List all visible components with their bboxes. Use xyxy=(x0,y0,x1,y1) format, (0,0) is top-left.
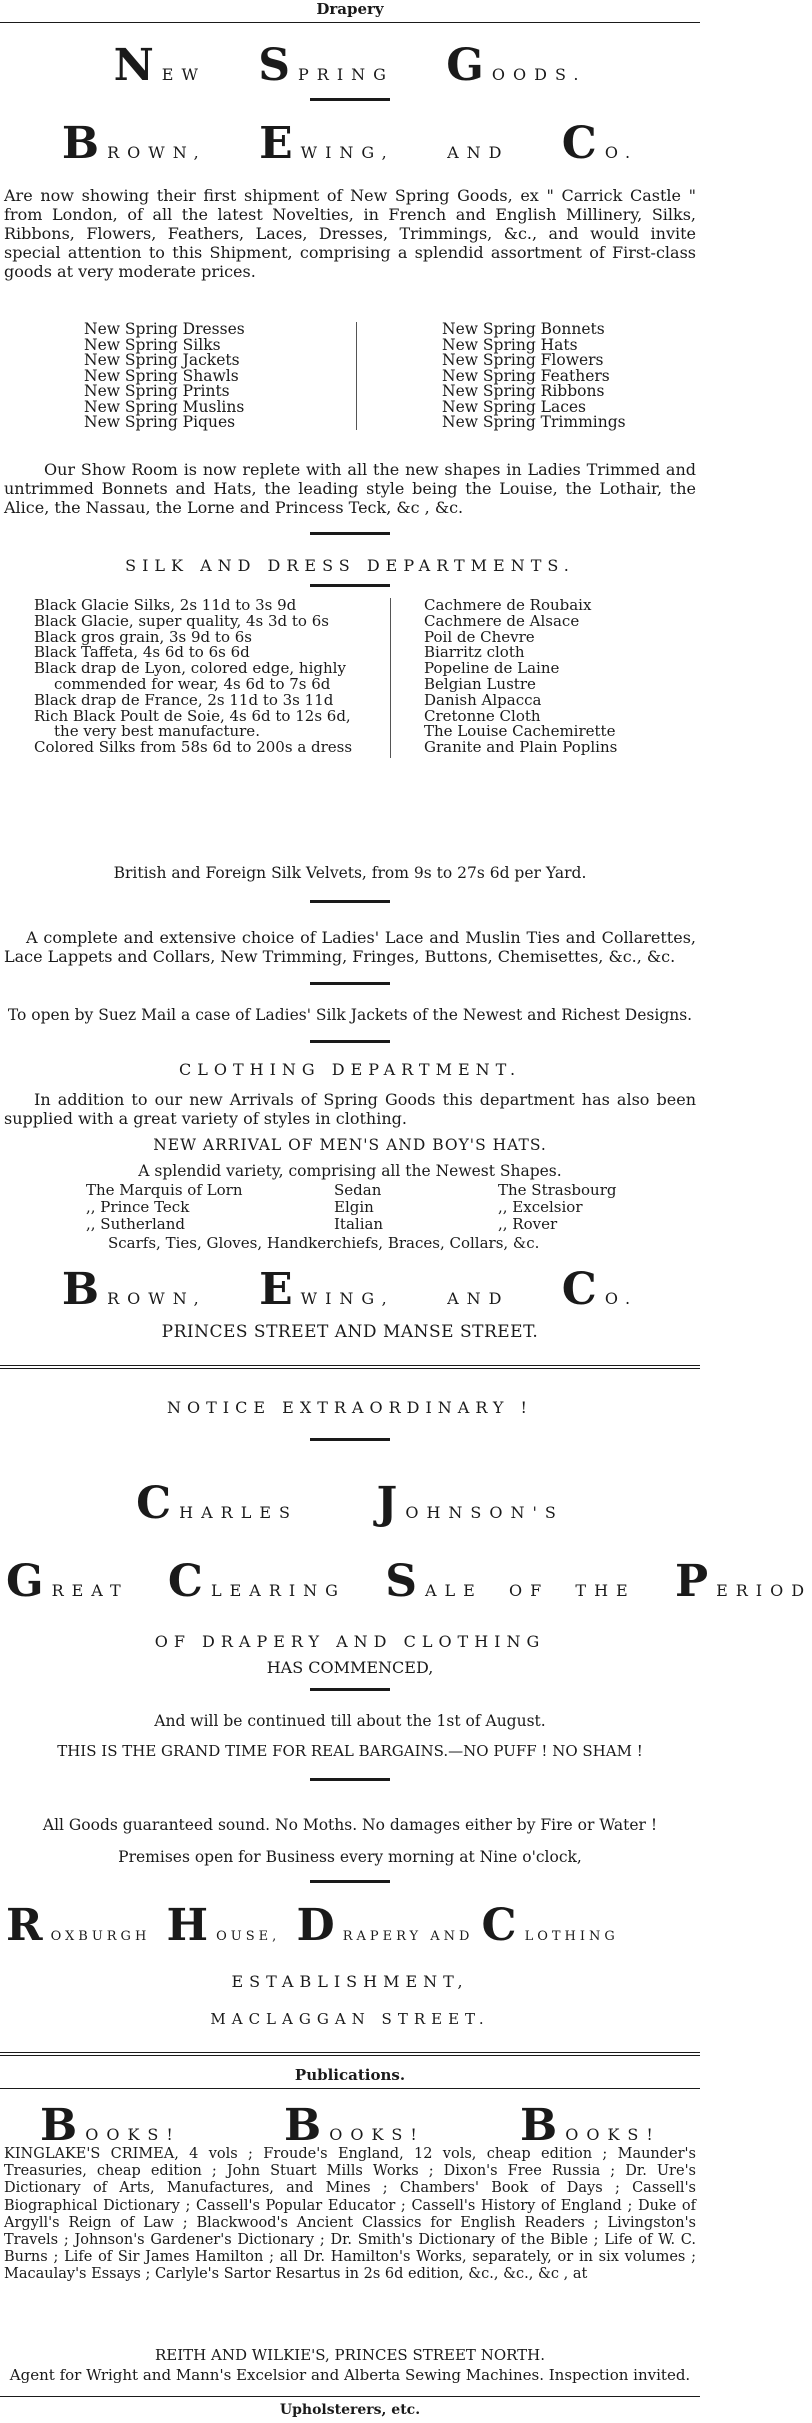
list-item: Poil de Chevre xyxy=(424,627,535,646)
books-tail: OOKS! xyxy=(329,2125,425,2144)
list-item: The Louise Cachemirette xyxy=(424,722,616,741)
divider xyxy=(310,1438,390,1441)
hats-extra: Scarfs, Ties, Gloves, Handkerchiefs, Braces, Collars, &c. xyxy=(108,1234,540,1252)
list-item: New Spring Jackets xyxy=(84,351,240,369)
divider xyxy=(310,1880,390,1883)
roxburgh-house: ROXBURGH HOUSE, DRAPERY AND CLOTHING xyxy=(6,1900,619,1951)
books-1 xyxy=(40,2100,181,2151)
books-cap: B xyxy=(520,2100,566,2151)
continued-line: And will be continued till about the 1st of August. xyxy=(154,1712,546,1730)
section-rule xyxy=(0,2088,700,2089)
divider xyxy=(310,1778,390,1781)
column-separator xyxy=(356,322,357,430)
hats-subheading: A splendid variety, comprising all the Newest Shapes. xyxy=(138,1162,562,1180)
list-item: New Spring Shawls xyxy=(84,366,239,385)
advertiser-name: CHARLES JOHNSON'S xyxy=(136,1478,564,1529)
bookseller: REITH AND WILKIE'S, PRINCES STREET NORTH. xyxy=(154,2346,546,2364)
ad-separator-rule xyxy=(0,1365,700,1366)
guaranteed-line: All Goods guaranteed sound. No Moths. No damages either by Fire or Water ! xyxy=(42,1816,658,1834)
list-item: New Spring Flowers xyxy=(442,351,604,369)
list-item: Black Glacie Silks, 2s 11d to 3s 9d xyxy=(34,596,297,614)
divider xyxy=(310,1040,390,1043)
divider xyxy=(310,1688,390,1691)
divider xyxy=(310,532,390,535)
silk-list-right xyxy=(424,598,617,756)
list-item: commended for wear, 4s 6d to 7s 6d xyxy=(54,674,331,693)
list-item: Sedan xyxy=(334,1181,382,1199)
list-item: Popeline de Laine xyxy=(424,659,560,678)
list-item: Biarritz cloth xyxy=(424,643,525,662)
list-item: Colored Silks from 58s 6d to 200s a dress xyxy=(34,738,353,757)
street-line: MACLAGGAN STREET. xyxy=(210,2010,490,2028)
books-3 xyxy=(520,2100,661,2151)
divider xyxy=(310,98,390,101)
divider xyxy=(310,900,390,903)
list-item: Granite and Plain Poplins xyxy=(424,738,618,757)
drapery-clothing-line: OF DRAPERY AND CLOTHING xyxy=(154,1632,546,1651)
establishment-line: ESTABLISHMENT, xyxy=(231,1972,469,1991)
spring-list-right xyxy=(442,322,626,431)
ad-separator-rule-2 xyxy=(0,1368,700,1369)
section-rule-2 xyxy=(0,2055,700,2056)
list-item: ,, Sutherland xyxy=(86,1215,185,1233)
list-item: Cachmere de Roubaix xyxy=(424,596,592,614)
books-paragraph: KINGLAKE'S CRIMEA, 4 vols ; Froude's England, 12 vols, cheap edition ; Maunder's Treasuries, cheap edition ; John Stuart Mills Works ; Dixon's Free Russia ; Dr. Ure's Dictionary of Arts, Manufactures, and Mines ; Chambers' Book of Days ; Cassell's Biographical Dictionary ; Cassell's Popular Educator ; Cassell's History of England ; Duke of Argyll's Reign of Law ; Blackwood's Ancient Classics for English Readers ; Livingston's Travels ; Johnson's Gardener's Dictionary ; Dr. Smith's Dictionary of the Bible ; Life of W. C. Burns ; Life of Sir James Hamilton ; all Dr. Hamilton's Works, separately, or in six volumes ; Macaulay's Essays ; Carlyle's Sartor Resartus in 2s 6d edition, &c., &c., &c , at xyxy=(4,2146,696,2283)
showroom-paragraph: Our Show Room is now replete with all the new shapes in Ladies Trimmed and untrimmed Bonnets and Hats, the leading style being the Louise, the Lothair, the Alice, the Nassau, the Lorne and Princess Teck, &c , &c. xyxy=(4,460,696,517)
hats-col-3 xyxy=(498,1182,617,1233)
list-item: New Spring Dresses xyxy=(84,320,245,338)
clothing-heading: CLOTHING DEPARTMENT. xyxy=(178,1060,522,1079)
intro-paragraph: Are now showing their first shipment of New Spring Goods, ex " Carrick Castle " from London, of all the latest Novelties, in French and English Millinery, Silks, Ribbons, Flowers, Feathers, Laces, Dresses, Trimmings, &c., and would invite special attention to this Shipment, comprising a splendid assortment of First-class goods at very moderate prices. xyxy=(4,186,696,281)
list-item: New Spring Hats xyxy=(442,335,578,354)
top-rule xyxy=(0,22,700,23)
sale-headline: GREAT CLEARING SALE OF THE PERIOD xyxy=(6,1556,812,1607)
list-item: Black drap de Lyon, colored edge, highly xyxy=(34,659,346,678)
list-item: Rich Black Poult de Soie, 4s 6d to 12s 6d, xyxy=(34,706,351,725)
list-item: Italian xyxy=(334,1215,384,1233)
category-publications: Publications. xyxy=(294,2066,406,2084)
list-item: the very best manufacture. xyxy=(54,722,260,741)
list-item: New Spring Feathers xyxy=(442,366,610,385)
notice-heading: NOTICE EXTRAORDINARY ! xyxy=(167,1398,533,1417)
silk-list-left xyxy=(34,598,352,756)
list-item: ,, Excelsior xyxy=(498,1198,583,1216)
hats-col-2 xyxy=(334,1182,383,1233)
hats-col-1 xyxy=(86,1182,242,1233)
firm-name-footer: BROWN, EWING, AND CO. xyxy=(61,1264,639,1315)
clothing-paragraph: In addition to our new Arrivals of Spring Goods this department has also been supplied with a great variety of styles in clothing. xyxy=(4,1090,696,1128)
section-rule xyxy=(0,2396,700,2397)
list-item: ,, Rover xyxy=(498,1215,558,1233)
books-cap: B xyxy=(40,2100,86,2151)
list-item: Cretonne Cloth xyxy=(424,706,541,725)
divider xyxy=(310,982,390,985)
list-item: New Spring Muslins xyxy=(84,397,245,416)
list-item: New Spring Trimmings xyxy=(442,413,626,431)
list-item: Black drap de France, 2s 11d to 3s 11d xyxy=(34,690,334,709)
velvets-line: British and Foreign Silk Velvets, from 9s to 27s 6d per Yard. xyxy=(113,864,587,882)
has-commenced: HAS COMMENCED, xyxy=(266,1658,434,1677)
list-item: Danish Alpacca xyxy=(424,690,542,709)
divider xyxy=(310,584,390,587)
list-item: New Spring Laces xyxy=(442,397,587,416)
list-item: The Marquis of Lorn xyxy=(86,1181,243,1199)
list-item: Belgian Lustre xyxy=(424,674,536,693)
firm-name: BROWN, EWING, AND CO. xyxy=(61,118,639,169)
hats-heading: NEW ARRIVAL OF MEN'S AND BOY'S HATS. xyxy=(153,1136,547,1154)
list-item: New Spring Silks xyxy=(84,335,221,354)
category-drapery: Drapery xyxy=(316,0,384,18)
list-item: New Spring Piques xyxy=(84,413,236,431)
agent-line: Agent for Wright and Mann's Excelsior and Alberta Sewing Machines. Inspection invited. xyxy=(9,2366,691,2384)
address: PRINCES STREET AND MANSE STREET. xyxy=(161,1322,539,1342)
list-item: New Spring Bonnets xyxy=(442,320,605,338)
list-item: Black Taffeta, 4s 6d to 6s 6d xyxy=(34,643,250,662)
category-upholsterers: Upholsterers, etc. xyxy=(279,2402,421,2418)
books-2 xyxy=(284,2100,425,2151)
list-item: Cachmere de Alsace xyxy=(424,611,580,630)
premises-line: Premises open for Business every morning at Nine o'clock, xyxy=(118,1848,582,1866)
column-separator xyxy=(390,598,391,758)
lace-paragraph: A complete and extensive choice of Ladies' Lace and Muslin Ties and Collarettes, Lace Lappets and Collars, New Trimming, Fringes, Buttons, Chemisettes, &c., &c. xyxy=(4,928,696,966)
list-item: ,, Prince Teck xyxy=(86,1198,190,1216)
suez-mail-line: To open by Suez Mail a case of Ladies' Silk Jackets of the Newest and Richest Designs. xyxy=(7,1006,693,1024)
list-item: New Spring Ribbons xyxy=(442,382,605,400)
list-item: New Spring Prints xyxy=(84,382,230,400)
headline-new-spring-goods: NEW SPRING GOODS. xyxy=(113,40,587,91)
silk-dress-heading: SILK AND DRESS DEPARTMENTS. xyxy=(125,556,575,575)
list-item: Black gros grain, 3s 9d to 6s xyxy=(34,627,252,646)
list-item: Elgin xyxy=(334,1198,374,1216)
bargains-line: THIS IS THE GRAND TIME FOR REAL BARGAINS.—NO PUFF ! NO SHAM ! xyxy=(57,1742,643,1760)
books-cap: B xyxy=(284,2100,330,2151)
list-item: The Strasbourg xyxy=(498,1181,617,1199)
section-rule xyxy=(0,2052,700,2053)
list-item: Black Glacie, super quality, 4s 3d to 6s xyxy=(34,611,329,630)
books-tail: OOKS! xyxy=(565,2125,661,2144)
spring-list-left xyxy=(84,322,245,431)
books-tail: OOKS! xyxy=(85,2125,181,2144)
